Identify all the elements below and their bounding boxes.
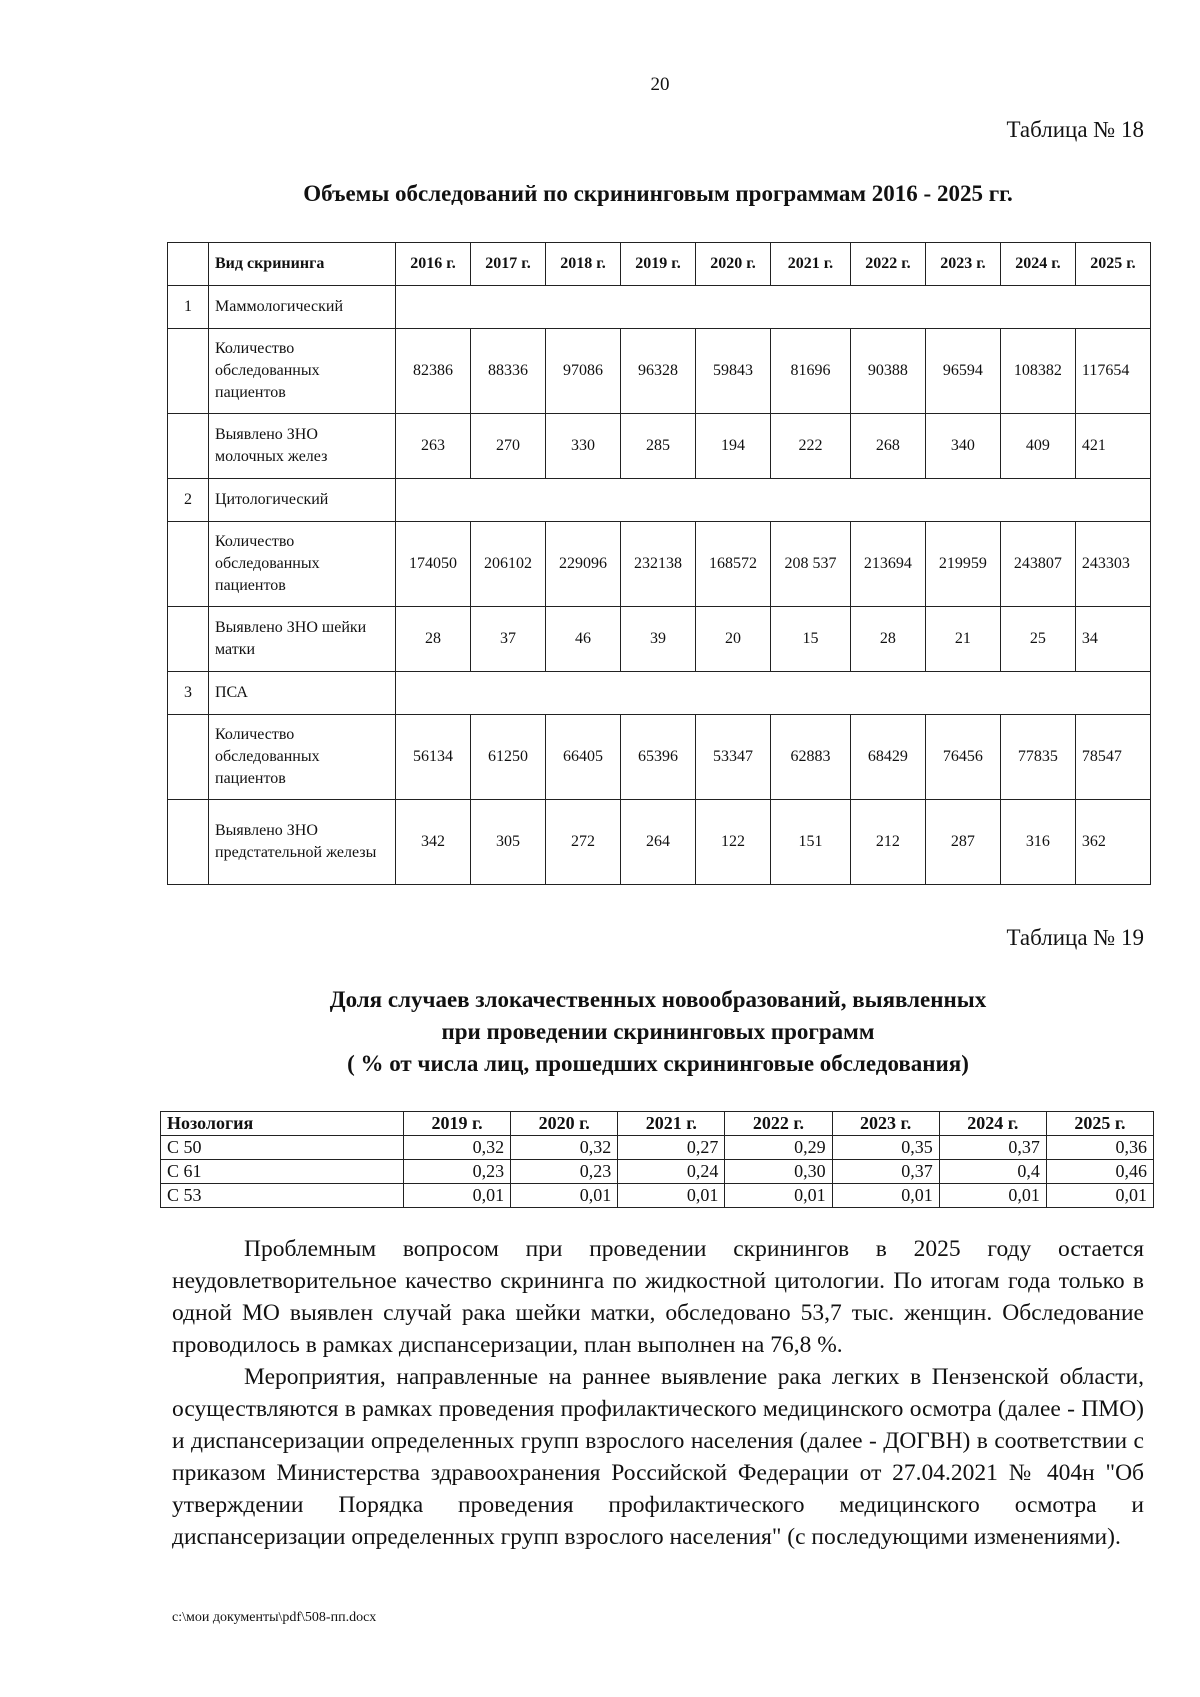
table-row	[168, 715, 1151, 800]
table-cell: 117654	[1075, 329, 1150, 414]
table-cell: 213694	[850, 522, 925, 607]
table-cell: 0,01	[725, 1184, 832, 1208]
row-name: Выявлено ЗНО молочных желез	[209, 414, 396, 479]
header-year: 2020 г.	[696, 243, 771, 286]
row-name: Количество обследованных пациентов	[209, 715, 396, 800]
table-cell: 62883	[771, 715, 851, 800]
row-name: С 50	[161, 1136, 404, 1160]
table-cell: 20	[696, 607, 771, 672]
header-year: 2022 г.	[850, 243, 925, 286]
table-cell: 21	[925, 607, 1000, 672]
table-cell: 212	[850, 800, 925, 885]
row-number-cell	[168, 414, 209, 479]
table-cell: 90388	[850, 329, 925, 414]
table-cell: 0,01	[511, 1184, 618, 1208]
table-cell: 65396	[621, 715, 696, 800]
table-cell: 82386	[396, 329, 471, 414]
row-name: С 53	[161, 1184, 404, 1208]
table-cell: 0,01	[404, 1184, 511, 1208]
table-cell: 342	[396, 800, 471, 885]
header-screening-type: Вид скрининга	[209, 243, 396, 286]
table-cell: 409	[1000, 414, 1075, 479]
screening-volumes-table	[167, 242, 1151, 885]
table-row	[168, 329, 1151, 414]
table-cell: 222	[771, 414, 851, 479]
table-cell: 0,32	[404, 1136, 511, 1160]
table-cell: 0,37	[939, 1136, 1046, 1160]
table-cell: 15	[771, 607, 851, 672]
table-cell: 272	[546, 800, 621, 885]
cancer-share-table	[160, 1111, 1154, 1208]
table-cell: 0,27	[618, 1136, 725, 1160]
row-number-cell	[168, 329, 209, 414]
paragraph-text: Проблемным вопросом при проведении скринингов в 2025 году остается неудовлетворительное качество скрининга по жидкостной цитологии. По итогам года только в одной МО выявлен случай рака шейки матки, обследовано 53,7 тыс. женщин. Обследование проводилось в рамках диспансеризации, план выполнен на 76,8 %.	[172, 1236, 1144, 1358]
table-row	[161, 1160, 1154, 1184]
table-cell: 229096	[546, 522, 621, 607]
table-cell: 61250	[471, 715, 546, 800]
table-header-row	[168, 243, 1151, 286]
table-cell: 316	[1000, 800, 1075, 885]
header-year: 2019 г.	[404, 1112, 511, 1136]
row-name: Выявлено ЗНО предстательной железы	[209, 800, 396, 885]
table-cell: 28	[396, 607, 471, 672]
table-cell: 0,01	[1046, 1184, 1153, 1208]
section-empty-cell	[396, 286, 1151, 329]
header-year: 2025 г.	[1075, 243, 1150, 286]
table-18-label: Таблица № 18	[1006, 117, 1144, 142]
table-cell: 25	[1000, 607, 1075, 672]
table-cell: 340	[925, 414, 1000, 479]
table-cell: 0,35	[832, 1136, 939, 1160]
header-year: 2019 г.	[621, 243, 696, 286]
section-row	[168, 672, 1151, 715]
table-header-row	[161, 1112, 1154, 1136]
table-cell: 0,29	[725, 1136, 832, 1160]
table-cell: 219959	[925, 522, 1000, 607]
header-year: 2021 г.	[618, 1112, 725, 1136]
table-cell: 88336	[471, 329, 546, 414]
section-name: Цитологический	[209, 479, 396, 522]
row-number-cell	[168, 715, 209, 800]
body-paragraph	[172, 1233, 1144, 1361]
section-number: 1	[168, 286, 209, 329]
table-cell: 0,01	[939, 1184, 1046, 1208]
table-cell: 76456	[925, 715, 1000, 800]
table-cell: 0,24	[618, 1160, 725, 1184]
table-19-title-line: ( % от числа лиц, прошедших скрининговые обследования)	[347, 1051, 969, 1076]
section-number: 2	[168, 479, 209, 522]
section-empty-cell	[396, 479, 1151, 522]
table-row	[161, 1184, 1154, 1208]
header-year: 2018 г.	[546, 243, 621, 286]
body-paragraph	[172, 1361, 1144, 1553]
section-name: ПСА	[209, 672, 396, 715]
table-cell: 28	[850, 607, 925, 672]
header-year: 2016 г.	[396, 243, 471, 286]
table-cell: 37	[471, 607, 546, 672]
header-year: 2022 г.	[725, 1112, 832, 1136]
table-cell: 0,4	[939, 1160, 1046, 1184]
table-cell: 66405	[546, 715, 621, 800]
table-cell: 59843	[696, 329, 771, 414]
table-cell: 0,32	[511, 1136, 618, 1160]
table-row	[168, 607, 1151, 672]
row-name: Выявлено ЗНО шейки матки	[209, 607, 396, 672]
table-cell: 206102	[471, 522, 546, 607]
table-cell: 270	[471, 414, 546, 479]
section-empty-cell	[396, 672, 1151, 715]
table-18-title: Объемы обследований по скрининговым программам 2016 - 2025 гг.	[303, 181, 1013, 206]
header-nosology: Нозология	[161, 1112, 404, 1136]
row-number-cell	[168, 800, 209, 885]
table-cell: 68429	[850, 715, 925, 800]
table-row	[161, 1136, 1154, 1160]
table-cell: 194	[696, 414, 771, 479]
table-cell: 46	[546, 607, 621, 672]
paragraph-text: Мероприятия, направленные на раннее выявление рака легких в Пензенской области, осуществляются в рамках проведения профилактического медицинского осмотра (далее - ПМО) и диспансеризации определенных групп взрослого населения (далее - ДОГВН) в соответствии с приказом Министерства здравоохранения Российской Федерации от 27.04.2021 № 404н "Об утверждении Порядка проведения профилактического медицинского осмотра и диспансеризации определенных групп взрослого населения" (с последующими изменениями).	[172, 1364, 1144, 1550]
header-year: 2023 г.	[925, 243, 1000, 286]
header-year: 2024 г.	[939, 1112, 1046, 1136]
row-number-cell	[168, 607, 209, 672]
table-19-title-line: Доля случаев злокачественных новообразований, выявленных	[329, 987, 987, 1012]
file-path-footer: c:\мои документы\pdf\508-пп.docx	[172, 1610, 377, 1625]
header-year: 2020 г.	[511, 1112, 618, 1136]
header-year: 2021 г.	[771, 243, 851, 286]
table-cell: 243303	[1075, 522, 1150, 607]
table-row	[168, 522, 1151, 607]
table-cell: 39	[621, 607, 696, 672]
table-cell: 174050	[396, 522, 471, 607]
section-number: 3	[168, 672, 209, 715]
table-cell: 0,30	[725, 1160, 832, 1184]
table-cell: 0,01	[832, 1184, 939, 1208]
table-cell: 168572	[696, 522, 771, 607]
table-cell: 243807	[1000, 522, 1075, 607]
table-cell: 34	[1075, 607, 1150, 672]
table-cell: 330	[546, 414, 621, 479]
row-name: С 61	[161, 1160, 404, 1184]
row-number-cell	[168, 522, 209, 607]
header-year: 2017 г.	[471, 243, 546, 286]
table-row	[168, 800, 1151, 885]
table-row	[168, 414, 1151, 479]
table-cell: 287	[925, 800, 1000, 885]
table-19-title-line: при проведении скрининговых программ	[441, 1019, 875, 1044]
row-name: Количество обследованных пациентов	[209, 522, 396, 607]
table-cell: 151	[771, 800, 851, 885]
table-cell: 77835	[1000, 715, 1075, 800]
table-19-title	[0, 984, 1200, 1080]
table-cell: 0,01	[618, 1184, 725, 1208]
page-number: 20	[650, 74, 670, 95]
section-name: Маммологический	[209, 286, 396, 329]
table-cell: 81696	[771, 329, 851, 414]
table-cell: 53347	[696, 715, 771, 800]
table-cell: 56134	[396, 715, 471, 800]
table-cell: 108382	[1000, 329, 1075, 414]
table-cell: 96594	[925, 329, 1000, 414]
table-cell: 78547	[1075, 715, 1150, 800]
section-row	[168, 479, 1151, 522]
table-cell: 122	[696, 800, 771, 885]
table-cell: 421	[1075, 414, 1150, 479]
table-cell: 0,37	[832, 1160, 939, 1184]
table-cell: 264	[621, 800, 696, 885]
table-cell: 285	[621, 414, 696, 479]
table-cell: 362	[1075, 800, 1150, 885]
table-cell: 97086	[546, 329, 621, 414]
header-number-cell	[168, 243, 209, 286]
section-row	[168, 286, 1151, 329]
table-cell: 268	[850, 414, 925, 479]
table-cell: 305	[471, 800, 546, 885]
table-cell: 0,36	[1046, 1136, 1153, 1160]
header-year: 2023 г.	[832, 1112, 939, 1136]
table-cell: 232138	[621, 522, 696, 607]
row-name: Количество обследованных пациентов	[209, 329, 396, 414]
table-cell: 0,46	[1046, 1160, 1153, 1184]
header-year: 2025 г.	[1046, 1112, 1153, 1136]
table-cell: 0,23	[404, 1160, 511, 1184]
table-19-label: Таблица № 19	[1006, 925, 1144, 950]
table-cell: 0,23	[511, 1160, 618, 1184]
table-cell: 208 537	[771, 522, 851, 607]
table-cell: 96328	[621, 329, 696, 414]
header-year: 2024 г.	[1000, 243, 1075, 286]
table-cell: 263	[396, 414, 471, 479]
